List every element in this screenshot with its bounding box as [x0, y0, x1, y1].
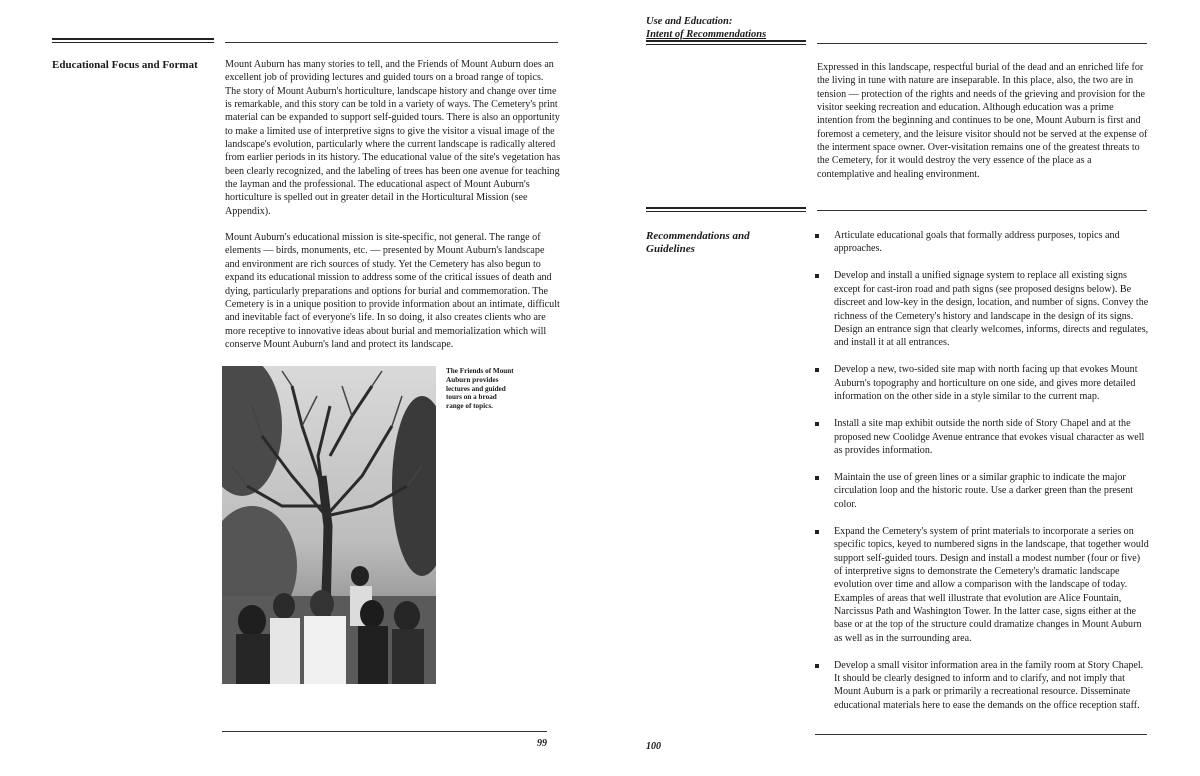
recommendation-item [815, 417, 1151, 457]
running-header-line2: Intent of Recommendations [646, 29, 767, 40]
photo-caption: The Friends of Mount Auburn provides lectures and guided tours on a broad range of topics. [446, 367, 514, 411]
section-title-educational-focus: Educational Focus and Format [52, 59, 198, 71]
page-number-right: 100 [646, 741, 661, 752]
page-number-left: 99 [537, 738, 547, 749]
running-header [646, 15, 846, 41]
section-title-recommendations [646, 230, 806, 256]
left-sidebar-rule [52, 38, 214, 43]
bullet-icon [815, 422, 819, 426]
recommendation-item [815, 659, 1151, 712]
recommendation-item [815, 471, 1151, 511]
bullet-icon [815, 664, 819, 668]
bullet-icon [815, 368, 819, 372]
paragraph-educational-mission: Mount Auburn's educational mission is site-specific, not general. The range of elements — birds, monuments, etc. — presented by Mount Auburn's landscape and environment are rich sources of study. Yet the Cemetery has also begun to expand its educational mission to address some of the critical issues of death and dying, particularly preparations and options for burial and commemoration. The Cemetery is in a unique position to provide information about an intimate, difficult and inevitable fact of everyone's life. In so doing, it also creates clients who are more receptive to innovative ideas about burial and memorialization which will conserve Mount Auburn's land and protect its landscape. [225, 232, 560, 350]
recommendation-text: Develop a new, two-sided site map with north facing up that evokes Mount Auburn's topography and horticulture on one side, and gives more detailed information on the other side in a style similar to the current map. [834, 364, 1138, 403]
bullet-icon [815, 530, 819, 534]
right-main-rule-top [817, 43, 1147, 44]
recommendation-text: Install a site map exhibit outside the north side of Story Chapel and at the proposed new Coolidge Avenue entrance that evokes visual character as well as provides information. [834, 418, 1145, 456]
recommendation-text: Expand the Cemetery's system of print materials to incorporate a series on specific topics, keyed to numbered signs in the landscape, that together would support self-guided tours. Design and install a modest number (four or five) of interpretive signs to demonstrate the Cemetery's dramatic landscape evolution over time and allow a comparison with the landscape of today. Examples of areas that well illustrate that evolution are Alice Fountain, Narcissus Path and Washington Tower. In the latter case, signs either at the base or at the top of the structure could dramatize changes in Mount Auburn as well as in the surrounding area. [834, 525, 1149, 644]
recommendation-text: Articulate educational goals that formally address purposes, topics and approaches. [834, 230, 1120, 255]
bullet-icon [815, 234, 819, 238]
left-main-rule [225, 42, 558, 43]
recommendation-item [815, 229, 1151, 256]
running-header-line1: Use and Education: [646, 16, 733, 27]
paragraph-intent: Expressed in this landscape, respectful burial of the dead and an enriched life for the living in tune with nature are inseparable. In this place, also, the two are in tension — protection of the rights and needs of the grieving and provision for the visitor seeking recreation and education. Although education was a prime intention from the beginning and continues to be one, Mount Auburn is first and foremost a cemetery, and the leisure visitor should not be served at the expense of the interment space owner. Over-visitation remains one of the greatest threats to the Cemetery, for it would destroy the very essence of the place as a contemplative and healing environment. [817, 62, 1148, 180]
recommendation-text: Maintain the use of green lines or a similar graphic to indicate the major circulation loop and the historic route. Use a darker green than the present color. [834, 472, 1134, 510]
left-body-column [225, 58, 561, 351]
right-main-rule-middle [817, 210, 1147, 211]
section-title-line1: Recommendations and [646, 230, 750, 242]
photo-guided-tour [222, 366, 436, 684]
right-footer-rule [815, 734, 1147, 735]
section-title-line2: Guidelines [646, 243, 695, 255]
recommendation-item [815, 269, 1151, 349]
right-header-rule [646, 40, 806, 45]
recommendation-text: Develop and install a unified signage system to replace all existing signs except for cast-iron road and path signs (see proposed designs below). Be discreet and low-key in the design, location, and number of signs. Convey the richness of the Cemetery's history and landscape in the design of its signs. Design an entrance sign that clearly welcomes, informs, directs and regulates, and install it at all entrances. [834, 270, 1149, 349]
recommendations-list [815, 229, 1151, 726]
recommendation-text: Develop a small visitor information area in the family room at Story Chapel. It should be clearly designed to inform and to clarify, and not imply that Mount Auburn is a park or primarily a recreational resource. Disseminate educational materials here to ease the demands on the office reception staff. [834, 659, 1144, 711]
recommendation-item [815, 525, 1151, 645]
right-sidebar-rule [646, 207, 806, 212]
bullet-icon [815, 274, 819, 278]
tour-photo-illustration [222, 366, 436, 684]
bullet-icon [815, 476, 819, 480]
recommendation-item [815, 363, 1151, 403]
left-footer-rule [222, 731, 547, 732]
paragraph-educational-focus: Mount Auburn has many stories to tell, and the Friends of Mount Auburn does an excellent job of providing lectures and guided tours on a broad range of topics. The story of Mount Auburn's horticulture, landscape history and change over time is remarkable, and this story can be told in a variety of ways. The Cemetery's print material can be expanded to support self-guided tours. There is also an opportunity to make a limited use of interpretive signs to give the visitor a visual image of the landscape's evolution, particularly where the current landscape is radically altered from earlier periods in its history. The educational value of the site's vegetation has been clearly recognized, and the labeling of trees has been one avenue for teaching the layman and the professional. The educational aspect of Mount Auburn's horticulture is spelled out in greater detail in the Horticultural Mission (see Appendix). [225, 59, 561, 217]
